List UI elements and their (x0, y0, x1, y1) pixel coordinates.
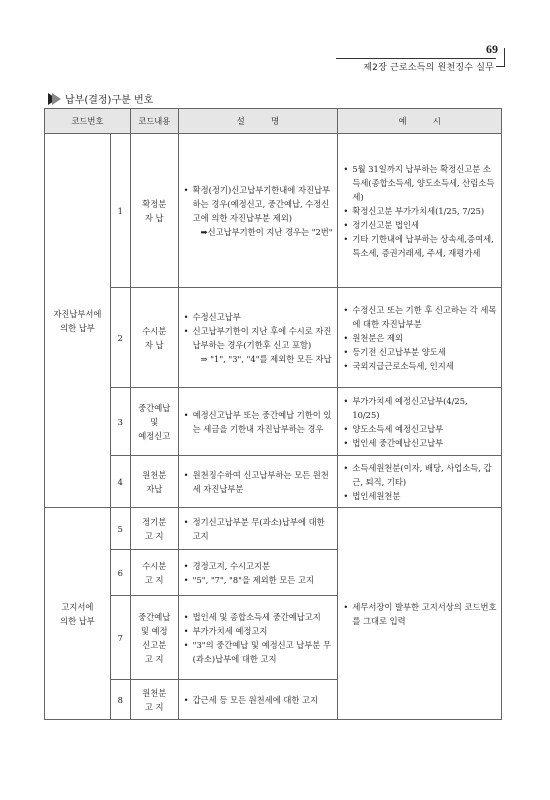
example-item: • 5월 31일까지 납부하는 확정신고분 소득세(종합소득세, 양도소득세, 산림소득세) (342, 162, 497, 204)
desc-item: • "5", "7", "8"을 제외한 모든 고지 (183, 573, 334, 587)
section-title: 납부(결정)구분 번호 (65, 95, 154, 106)
row-examples (338, 388, 502, 456)
row-examples (338, 508, 502, 720)
table-row (45, 508, 502, 550)
desc-item: • 정기신고납부분 무(과소)납부에 대한 고지 (183, 515, 334, 543)
desc-item: • 확정(정기)신고납부기한내에 자진납부하는 경우(예정신고, 중간예납, 수정신고에 의한 자진납부분 제외) (183, 183, 334, 225)
row-code: 2 (110, 288, 130, 388)
row-content: 정기분 고 지 (130, 508, 178, 550)
example-item: • 확정신고분 부가가치세(1/25, 7/25) (342, 204, 497, 218)
example-item: • 기타 기한내에 납부하는 상속세,증여세, 특소세, 증권거래세, 주세, 재평가세 (342, 232, 497, 260)
page-number: 69 (486, 42, 498, 56)
example-item: • 세무서장이 발부한 고지서상의 코드번호를 그대로 입력 (342, 600, 497, 628)
row-desc (178, 456, 338, 508)
group-label: 고지서에 의한 납부 (45, 508, 111, 720)
desc-note: ⇒ "1", "3", "4"를 제외한 모든 자납 (200, 353, 332, 364)
example-item: • 정기신고분 법인세 (342, 218, 497, 232)
table-row (45, 288, 502, 388)
row-desc (178, 680, 338, 720)
row-code: 6 (110, 550, 130, 596)
row-desc (178, 134, 338, 288)
row-content: 중간예납 및 예정 신고분 고 지 (130, 596, 178, 680)
example-item: • 법인세 중간예납신고납부 (342, 436, 497, 450)
row-content: 수시분 고 지 (130, 550, 178, 596)
row-content: 원천분 자납 (130, 456, 178, 508)
row-desc (178, 288, 338, 388)
desc-note: ➡신고납부기한이 지난 경우는 "2번" (200, 226, 333, 237)
group-label: 자진납부서에 의한 납부 (45, 134, 111, 508)
example-item: • 양도소득세 예정신고납부 (342, 422, 497, 436)
table-header-row (45, 109, 502, 134)
row-code: 4 (110, 456, 130, 508)
desc-item: • 예정신고납부 또는 중간예납 기한이 있는 세금을 기한내 자진납부하는 경우 (183, 408, 334, 436)
chapter-title: 제2장 근로소득의 원천징수 실무 (363, 63, 494, 73)
table-row (45, 388, 502, 456)
row-code: 8 (110, 680, 130, 720)
col-header-content: 코드내용 (130, 109, 178, 134)
row-examples (338, 288, 502, 388)
desc-item: • 경정고지, 수시고지분 (183, 559, 334, 573)
table-row (45, 456, 502, 508)
row-examples (338, 456, 502, 508)
arrow-icon (52, 93, 61, 105)
row-examples (338, 134, 502, 288)
desc-item: • 원천징수하여 신고납부하는 모든 원천세 자진납부분 (183, 468, 334, 496)
row-content: 원천분 고 지 (130, 680, 178, 720)
row-content: 중간예납 및 예정신고 (130, 388, 178, 456)
row-code: 5 (110, 508, 130, 550)
payment-code-table (44, 108, 502, 720)
desc-item: • 신고납부기한이 지난 후에 수시로 자진납부하는 경우(기한후 신고 포함) (183, 324, 334, 352)
example-item: • 부가가치세 예정신고납부(4/25, 10/25) (342, 394, 497, 422)
example-item: • 등기전 신고납부분 양도세 (342, 345, 497, 359)
row-desc (178, 388, 338, 456)
col-header-example: 예 시 (338, 109, 502, 134)
row-desc (178, 508, 338, 550)
example-item: • 원천분은 제외 (342, 331, 497, 345)
desc-item: • "3"의 중간예납 및 예정신고 납부분 무(과소)납부에 대한 고지 (183, 638, 334, 666)
header-rule (336, 58, 496, 59)
desc-item: • 법인세 및 종합소득세 중간예납고지 (183, 610, 334, 624)
row-code: 3 (110, 388, 130, 456)
row-desc (178, 596, 338, 680)
example-item: • 국외지급근로소득세, 인지세 (342, 359, 497, 373)
example-item: • 법인세원천분 (342, 489, 497, 503)
desc-item: • 부가가치세 예정고지 (183, 624, 334, 638)
section-heading (48, 91, 153, 106)
example-item: • 수정신고 또는 기한 후 신고하는 각 세목에 대한 자진납부분 (342, 303, 497, 331)
col-header-code: 코드번호 (45, 109, 131, 134)
header-bracket (496, 48, 505, 67)
row-desc (178, 550, 338, 596)
row-code: 7 (110, 596, 130, 680)
row-code: 1 (110, 134, 130, 288)
col-header-desc: 설 명 (178, 109, 338, 134)
example-item: • 소득세원천분(이자, 배당, 사업소득, 갑근, 퇴직, 기타) (342, 461, 497, 489)
table-row (45, 134, 502, 288)
desc-item: • 갑근세 등 모든 원천세에 대한 고지 (183, 693, 334, 707)
row-content: 확정분 자 납 (130, 134, 178, 288)
desc-item: • 수정신고납부 (183, 310, 334, 324)
row-content: 수시분 자 납 (130, 288, 178, 388)
